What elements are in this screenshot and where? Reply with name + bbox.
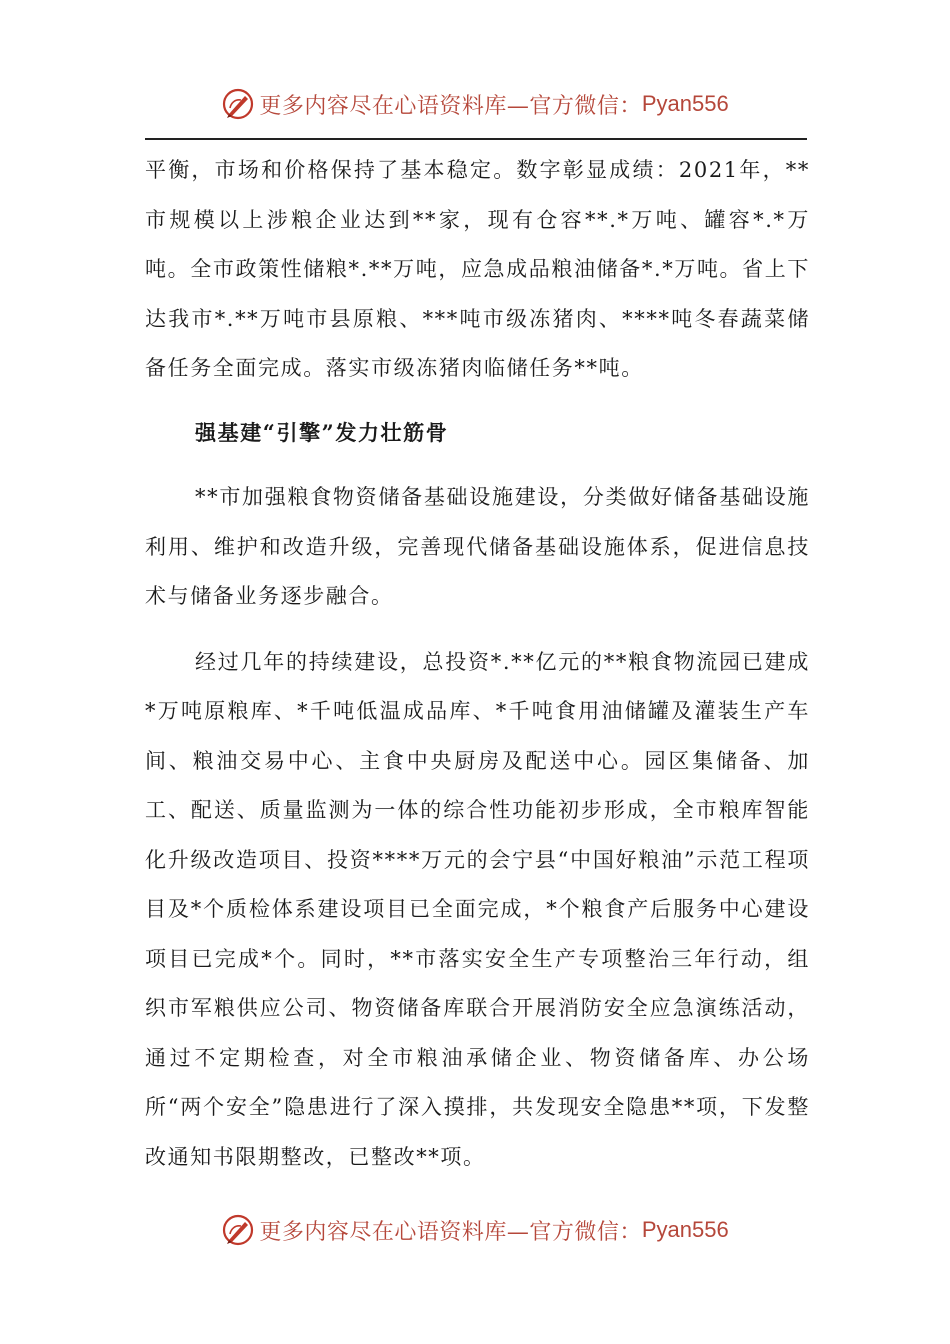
section-heading: 强基建“引擎”发力壮筋骨 <box>195 419 449 445</box>
header-banner-text: 更多内容尽在心语资料库—官方微信： <box>259 93 642 119</box>
header-banner <box>0 84 950 124</box>
paragraph-construction: 经过几年的持续建设，总投资*.**亿元的**粮食物流园已建成*万吨原粮库、*千吨低温成品库、*千吨食用油储罐及灌装生产车间、粮油交易中心、主食中央厨房及配送中心。园区集储备、加工、配送、质量监测为一体的综合性功能初步形成，全市粮库智能化升级改造项目、投资****万元的会宁县“中国好粮油”示范工程项目及*个质检体系建设项目已全面完成，*个粮食产后服务中心建设项目已完成*个。同时，**市落实安全生产专项整治三年行动，组织市军粮供应公司、物资储备库联合开展消防安全应急演练活动，通过不定期检查，对全市粮油承储企业、物资储备库、办公场所“两个安全”隐患进行了深入摸排，共发现安全隐患**项，下发整改通知书限期整改，已整改**项。 <box>145 649 810 1169</box>
footer-banner-wechat-id: Pyan556 <box>641 1217 729 1242</box>
paragraph-stability: 平衡，市场和价格保持了基本稳定。数字彰显成绩：2021年，**市规模以上涉粮企业达到**家，现有仓容**.*万吨、罐容*.*万吨。全市政策性储粮*.**万吨，应急成品粮油储备*.*万吨。省上下达我市*.**万吨市县原粮、***吨市级冻猪肉、****吨冬春蔬菜储备任务全面完成。落实市级冻猪肉临储任务**吨。 <box>145 158 810 380</box>
header-banner-wechat-id: Pyan556 <box>641 91 729 116</box>
paragraph-infrastructure: **市加强粮食物资储备基础设施建设，分类做好储备基础设施利用、维护和改造升级，完善现代储备基础设施体系，促进信息技术与储备业务逐步融合。 <box>145 485 810 608</box>
document-body <box>145 146 810 1182</box>
header-divider <box>145 138 807 140</box>
pen-logo-icon <box>221 1213 255 1247</box>
footer-banner-text: 更多内容尽在心语资料库—官方微信： <box>259 1219 642 1245</box>
footer-banner <box>0 1210 950 1250</box>
pen-logo-icon <box>221 87 255 121</box>
